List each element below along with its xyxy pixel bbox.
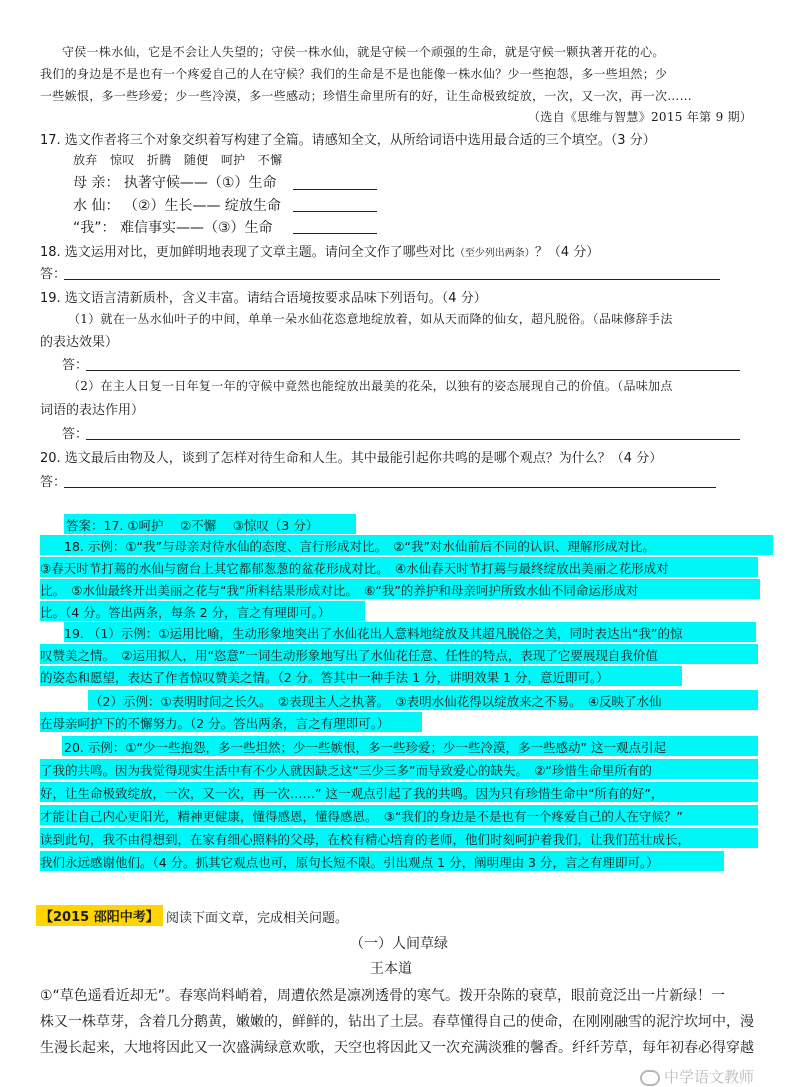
word-option: 随便 (183, 153, 209, 167)
author-name: 王本道 (370, 961, 412, 977)
q18-stem: 18. 选文运用对比，更加鲜明地表现了文章主题。请问全文作了哪些对比（至少列出两条）？（4 分） (40, 245, 600, 260)
paragraph-line: 生漫长起来，大地将因此又一次盛满绿意欢歌，天空也将因此又一次充满淡雅的馨香。纤纤芳草，每年初春必得穿越 (40, 1040, 754, 1056)
q17-blank-1[interactable] (293, 175, 377, 190)
q20-answer-label: 答： (40, 475, 67, 490)
exam-tag: 【2015 邵阳中考】 (36, 905, 163, 926)
paragraph-line: 株又一株草芽，含着几分鹅黄，嫩嫩的，鲜鲜的，钻出了土层。春草懂得自己的使命，在刚刚融雪的泥泞坎坷中，漫 (40, 1014, 754, 1030)
wechat-icon (640, 1070, 660, 1086)
answer-20-line: 才能让自己内心更阳光，精神更健康，懂得感恩，懂得感恩。 ③“我们的身边是不是也有一个疼爱自己的人在守候？” (40, 809, 683, 824)
q17-stem: 17. 选文作者将三个对象交织着写构建了全篇。请感知全文，从所给词语中选用最合适的三个填空。（3 分） (40, 133, 656, 148)
passage-source: （选自《思维与智慧》2015 年第 9 期） (528, 110, 753, 124)
q17-word-bank (73, 151, 282, 168)
answer-18-line: 18. 示例：①“我”与母亲对待水仙的态度、言行形成对比。 ②“我”对水仙前后不同的认识、理解形成对比。 (64, 539, 655, 554)
q18-answer-label: 答： (40, 267, 67, 282)
q17-row-2: 水 仙： （②）生长—— 绽放生命 (73, 198, 281, 214)
word-option: 放弃 (73, 153, 98, 167)
word-option: 惊叹 (109, 153, 135, 167)
answer-19-line: 在母亲呵护下的不懈努力。（2 分。答出两条，言之有理即可。） (40, 716, 390, 731)
q18-answer-line[interactable] (64, 279, 720, 280)
q19-part2-a: （2）在主人日复一日年复一年的守候中竟然也能绽放出最美的花朵，以独有的姿态展现自己的价值。（品味加点 (68, 379, 673, 393)
q19-answer1-label: 答： (62, 358, 89, 373)
q20-answer-line[interactable] (64, 487, 716, 488)
word-option: 不懈 (257, 153, 283, 167)
passage-line-2: 我们的身边是不是也有一个疼爱自己的人在守候？我们的生命是不是也能像一株水仙？少一些抱怨，多一些坦然；少 (40, 67, 668, 81)
q19-stem: 19. 选文语言清新质朴，含义丰富。请结合语境按要求品味下列语句。（4 分） (40, 291, 487, 306)
q19-answer1-line[interactable] (86, 370, 740, 371)
word-option: 折腾 (146, 153, 172, 167)
watermark: 中学语文教师 (640, 1066, 754, 1087)
answer-18-line: ③春天时节打蔫的水仙与窗台上其它都郁葱葱的盆花形成对比。 ④水仙春天时节打蔫与最终绽放出美丽之花形成对 (40, 561, 669, 576)
passage-line-1: 守侯一株水仙，它是不会让人失望的；守侯一株水仙，就是守候一个顽强的生命，就是守候一颗执著开花的心。 (62, 45, 665, 59)
section-title: （一）人间草绿 (350, 936, 448, 952)
answer-18-line: 比。（4 分。答出两条，每条 2 分，言之有理即可。） (40, 605, 331, 620)
answer-20-line: 了我的共鸣。因为我觉得现实生活中有不少人就因缺乏这“三少三多”而导致爱心的缺失。 ②“珍惜生命里所有的 (40, 763, 652, 778)
answer-20-line: 我们永远感谢他们。（4 分。抓其它观点也可，原句长短不限。引出观点 1 分，阐明理由 3 分，言之有理即可。） (40, 855, 659, 870)
answer-20-line: 好，让生命极致绽放，一次，又一次，再一次……” 这一观点引起了我的共鸣。因为只有珍惜生命中“所有的好”， (40, 786, 664, 801)
answer-19-line: 的姿态和愿望，表达了作者惊叹赞美之情。（2 分。答其中一种手法 1 分，讲明效果 1 分，意近即可。） (40, 670, 609, 685)
answer-17: 答案：17. ①呵护 ②不懈 ③惊叹（3 分） (66, 518, 319, 533)
q19-part1-a: （1）就在一丛水仙叶子的中间，单单一朵水仙花恣意地绽放着，如从天而降的仙女，超凡脱俗。（品味修辞手法 (68, 312, 673, 326)
q19-answer2-label: 答： (62, 427, 89, 442)
passage-line-3: 一些嫉恨，多一些珍爱；少一些冷漠，多一些感动；珍惜生命里所有的好，让生命极致绽放，一次，又一次，再一次…… (40, 89, 692, 103)
answer-20-line: 读到此句，我不由得想到，在家有细心照料的父母，在校有精心培育的老师，他们时刻呵护着我们，让我们茁壮成长， (40, 832, 691, 847)
answer-19-line: 19. （1）示例：①运用比喻，生动形象地突出了水仙花出人意料地绽放及其超凡脱俗之美，同时表达出“我”的惊 (64, 626, 683, 641)
answer-18-line: 比。 ⑤水仙最终开出美丽之花与“我”所料结果形成对比。 ⑥“我”的养护和母亲呵护所致水仙不同命运形成对 (40, 583, 639, 598)
q17-row-3: “我”： 难信事实——（③）生命 (73, 220, 273, 236)
q19-part1-b: 的表达效果） (40, 335, 119, 350)
word-option: 呵护 (220, 153, 246, 167)
answer-19-line: 叹赞美之情。 ②运用拟人，用“恣意”一词生动形象地写出了水仙花任意、任性的特点，表现了它要展现自我价值 (40, 648, 658, 663)
answer-19-line: （2）示例：①表明时间之长久。 ②表现主人之执著。 ③表明水仙花得以绽放来之不易。 ④反映了水仙 (90, 694, 662, 709)
reading-instruction: 阅读下面文章，完成相关问题。 (166, 911, 349, 926)
q17-blank-3[interactable] (293, 219, 377, 234)
q20-stem: 20. 选文最后由物及人，谈到了怎样对待生命和人生。其中最能引起你共鸣的是哪个观点？为什么？（4 分） (40, 451, 663, 466)
answer-20-line: 20. 示例：①“少一些抱怨，多一些坦然；少一些嫉恨，多一些珍爱；少一些冷漠，多一些感动” 这一观点引起 (64, 740, 666, 755)
q17-row-1: 母 亲： 执著守候——（①）生命 (73, 175, 277, 191)
paragraph-line: ①“草色遥看近却无”。春寒尚料峭着，周遭依然是凛冽透骨的寒气。拨开杂陈的衰草，眼前竟泛出一片新绿！一 (40, 988, 726, 1004)
q19-part2-b: 词语的表达作用） (40, 403, 145, 418)
q17-blank-2[interactable] (293, 197, 377, 212)
q19-answer2-line[interactable] (86, 439, 740, 440)
